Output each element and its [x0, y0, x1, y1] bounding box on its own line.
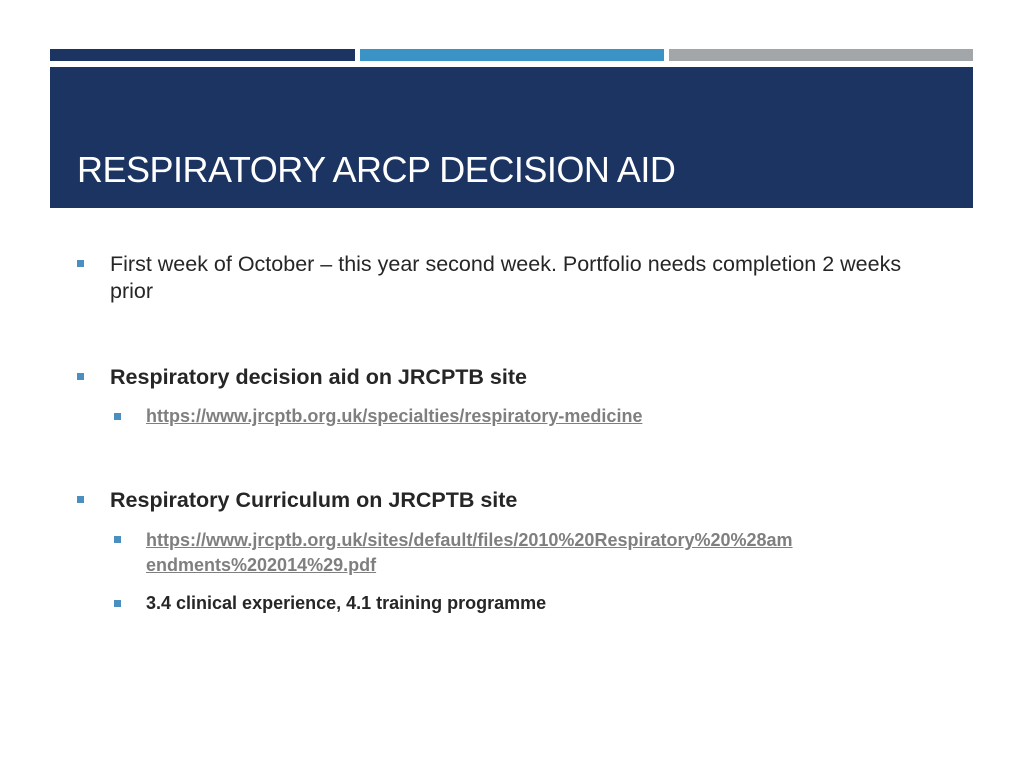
decision-aid-link[interactable]: https://www.jrcptb.org.uk/specialties/respiratory-medicine	[146, 406, 643, 426]
bullet-square-icon	[77, 373, 84, 380]
bullet-square-icon	[77, 496, 84, 503]
curriculum-link-line2[interactable]: endments%202014%29.pdf	[146, 555, 377, 575]
sub-bullet-square-icon	[114, 600, 121, 607]
bullet-item-curriculum: Respiratory Curriculum on JRCPTB site	[110, 488, 518, 512]
bullet-square-icon	[77, 260, 84, 267]
bullet-item-schedule: First week of October – this year second week. Portfolio needs completion 2 weeks prior	[110, 252, 902, 303]
slide-title: RESPIRATORY ARCP DECISION AID	[77, 149, 676, 190]
bullet-item-decision-aid: Respiratory decision aid on JRCPTB site	[110, 365, 527, 389]
sub-bullet-square-icon	[114, 413, 121, 420]
sub-bullet-square-icon	[114, 536, 121, 543]
curriculum-sections-note: 3.4 clinical experience, 4.1 training programme	[146, 593, 547, 613]
curriculum-link-line1[interactable]: https://www.jrcptb.org.uk/sites/default/files/2010%20Respiratory%20%28am	[146, 530, 793, 550]
